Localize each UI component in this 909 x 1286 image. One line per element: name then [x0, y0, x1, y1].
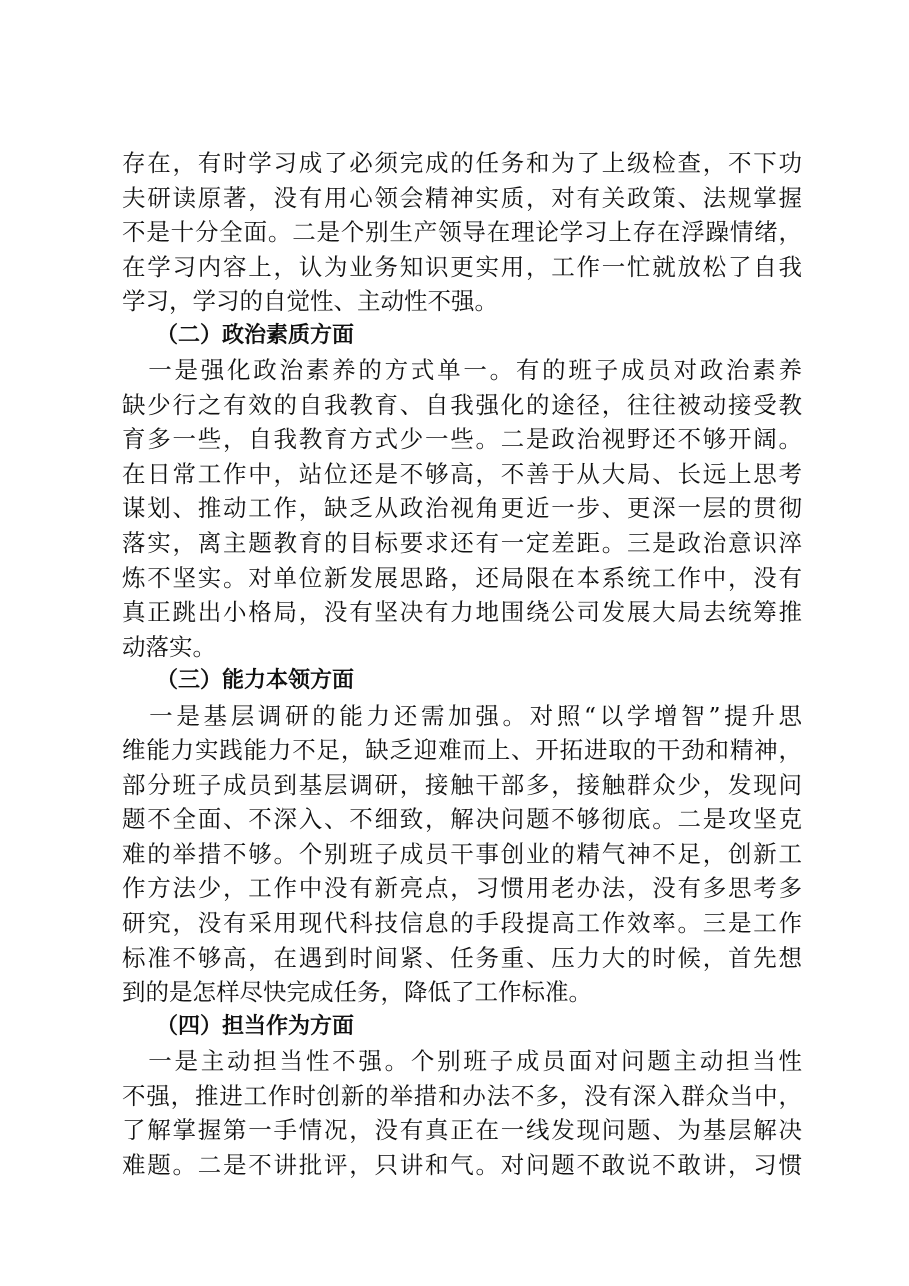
- section-heading: （四）担当作为方面: [156, 1013, 355, 1039]
- text-line: 育多一些，自我教育方式少一些。二是政治视野还不够开阔。: [122, 425, 802, 454]
- text-line: 不强，推进工作时创新的举措和办法不多，没有深入群众当中，: [122, 1081, 802, 1110]
- text-line: 炼不坚实。对单位新发展思路，还局限在本系统工作中，没有: [122, 563, 802, 592]
- text-line: 一是基层调研的能力还需加强。对照“以学增智”提升思: [122, 701, 802, 730]
- document-page: [122, 146, 802, 1182]
- text-line: 维能力实践能力不足，缺乏迎难而上、开拓进取的干劲和精神，: [122, 736, 802, 765]
- text-line: 动落实。: [122, 632, 216, 661]
- paragraph: [122, 353, 802, 664]
- section-heading: （三）能力本领方面: [156, 668, 355, 694]
- text-line: 题不全面、不深入、不细致，解决问题不够彻底。二是攻坚克: [122, 805, 802, 834]
- text-line: 一是强化政治素养的方式单一。有的班子成员对政治素养: [122, 356, 802, 385]
- text-line: 缺少行之有效的自我教育、自我强化的途径，往往被动接受教: [122, 390, 802, 419]
- text-line: 真正跳出小格局，没有坚决有力地围绕公司发展大局去统筹推: [122, 598, 802, 627]
- text-line: 标准不够高，在遇到时间紧、任务重、压力大的时候，首先想: [122, 943, 802, 972]
- section-heading: （二）政治素质方面: [156, 322, 355, 348]
- text-line: 不是十分全面。二是个别生产领导在理论学习上存在浮躁情绪，: [122, 218, 802, 247]
- paragraph: [122, 146, 802, 319]
- text-line: 了解掌握第一手情况，没有真正在一线发现问题、为基层解决: [122, 1116, 802, 1145]
- paragraph: [122, 1044, 802, 1182]
- text-line: 落实，离主题教育的目标要求还有一定差距。三是政治意识淬: [122, 529, 802, 558]
- text-line: 难的举措不够。个别班子成员干事创业的精气神不足，创新工: [122, 839, 802, 868]
- text-line: 难题。二是不讲批评，只讲和气。对问题不敢说不敢讲，习惯: [122, 1150, 802, 1179]
- text-line: 谋划、推动工作，缺乏从政治视角更近一步、更深一层的贯彻: [122, 494, 802, 523]
- text-line: 研究，没有采用现代科技信息的手段提高工作效率。三是工作: [122, 909, 802, 938]
- text-line: 在学习内容上，认为业务知识更实用，工作一忙就放松了自我: [122, 252, 802, 281]
- text-line: 一是主动担当性不强。个别班子成员面对问题主动担当性: [122, 1047, 802, 1076]
- text-line: 到的是怎样尽快完成任务，降低了工作标准。: [122, 978, 592, 1007]
- text-line: 作方法少，工作中没有新亮点，习惯用老办法，没有多思考多: [122, 874, 802, 903]
- paragraph: [122, 699, 802, 1010]
- text-line: 夫研读原著，没有用心领会精神实质，对有关政策、法规掌握: [122, 183, 802, 212]
- text-line: 部分班子成员到基层调研，接触干部多，接触群众少，发现问: [122, 770, 802, 799]
- text-line: 存在，有时学习成了必须完成的任务和为了上级检查，不下功: [122, 149, 802, 177]
- text-line: 学习，学习的自觉性、主动性不强。: [122, 287, 498, 316]
- text-line: 在日常工作中，站位还是不够高，不善于从大局、长远上思考: [122, 459, 802, 488]
